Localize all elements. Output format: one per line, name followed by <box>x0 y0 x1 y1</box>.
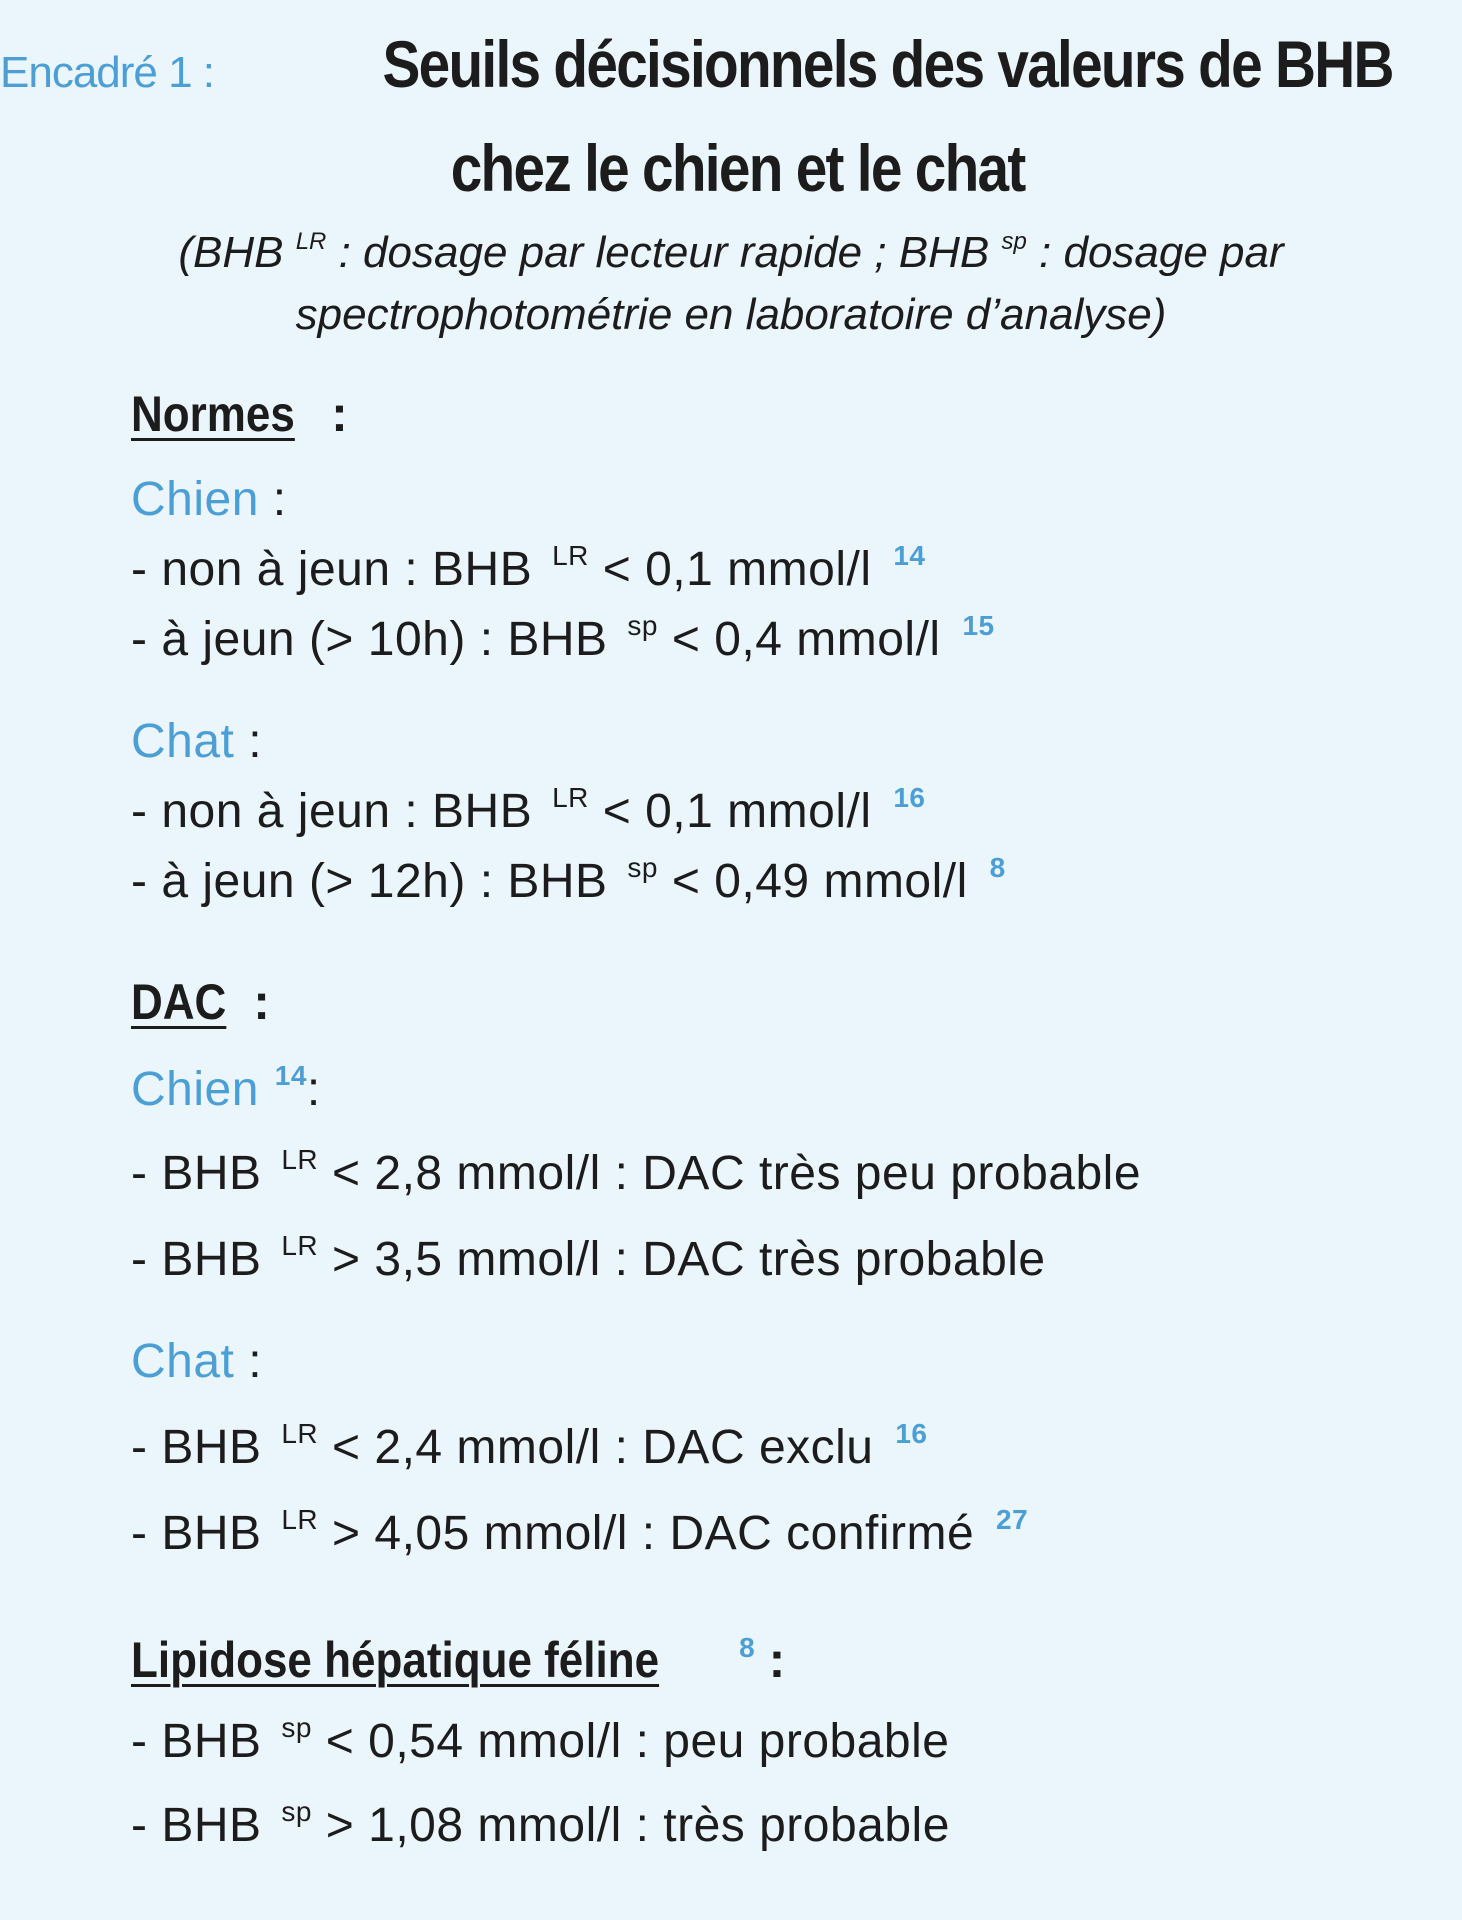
item-text: - BHB <box>131 1147 262 1200</box>
species-name: Chien <box>131 1063 259 1116</box>
species-label-chien <box>131 1060 321 1120</box>
item-sup: sp <box>627 852 658 883</box>
item-text: - BHB <box>131 1421 262 1474</box>
reference-number: 16 <box>893 782 926 813</box>
box-label: Encadré 1 : <box>0 48 215 97</box>
list-item <box>131 1504 1028 1564</box>
subtitle-text: : dosage par lecteur rapide ; BHB <box>338 228 990 277</box>
subtitle-text: (BHB <box>178 228 284 277</box>
species-name: Chien <box>131 473 259 526</box>
item-text: - BHB <box>131 1507 262 1560</box>
item-text: - non à jeun : BHB <box>131 543 533 596</box>
subtitle-sup-lr: LR <box>295 228 327 255</box>
item-text: < 0,1 mmol/l <box>602 543 872 596</box>
item-text: - à jeun (> 12h) : BHB <box>131 855 608 908</box>
reference-number: 16 <box>895 1418 928 1449</box>
subtitle-line-1 <box>0 222 1462 284</box>
species-colon: : <box>306 1063 321 1116</box>
list-item <box>131 610 995 670</box>
item-sup: LR <box>281 1230 319 1261</box>
section-heading-normes <box>131 384 348 444</box>
list-item <box>131 1418 928 1478</box>
item-text: - BHB <box>131 1715 262 1768</box>
item-text: - BHB <box>131 1233 262 1286</box>
item-sup: LR <box>281 1144 319 1175</box>
list-item <box>131 1230 1046 1290</box>
species-label-chat <box>131 712 262 772</box>
list-item <box>131 1144 1141 1204</box>
heading-text: DAC <box>131 974 227 1030</box>
item-text: > 1,08 mmol/l : très probable <box>325 1799 950 1852</box>
item-sup: sp <box>281 1796 312 1827</box>
subtitle <box>0 222 1462 346</box>
item-text: < 2,4 mmol/l : DAC exclu <box>332 1421 874 1474</box>
list-item <box>131 782 925 842</box>
item-text: > 3,5 mmol/l : DAC très probable <box>332 1233 1046 1286</box>
item-text: < 0,4 mmol/l <box>671 613 941 666</box>
species-colon: : <box>248 1335 263 1388</box>
item-sup: sp <box>281 1712 312 1743</box>
item-text: < 0,49 mmol/l <box>671 855 968 908</box>
title-text-line-1: Seuils décisionnels des valeurs de BHB <box>382 27 1394 101</box>
heading-colon: : <box>768 1632 786 1688</box>
species-colon: : <box>248 715 263 768</box>
item-sup: LR <box>552 782 589 813</box>
item-sup: LR <box>281 1418 319 1449</box>
item-sup: LR <box>552 540 589 571</box>
item-text: < 0,54 mmol/l : peu probable <box>325 1715 950 1768</box>
species-name: Chat <box>131 715 235 768</box>
item-text: > 4,05 mmol/l : DAC confirmé <box>332 1507 975 1560</box>
list-item <box>131 852 1006 912</box>
item-text: - BHB <box>131 1799 262 1852</box>
list-item <box>131 540 925 600</box>
heading-colon: : <box>253 974 270 1030</box>
reference-number: 27 <box>996 1504 1029 1535</box>
heading-colon: : <box>331 386 348 442</box>
item-text: - non à jeun : BHB <box>131 785 533 838</box>
heading-text: Lipidose hépatique féline <box>131 1632 660 1688</box>
list-item <box>131 1712 949 1772</box>
subtitle-sup-sp: sp <box>1001 228 1027 255</box>
item-sup: LR <box>281 1504 319 1535</box>
reference-number: 14 <box>274 1060 307 1091</box>
title-line-2 <box>0 125 1462 230</box>
item-sup: sp <box>627 610 658 641</box>
box-title <box>0 22 1462 230</box>
item-text: < 0,1 mmol/l <box>602 785 872 838</box>
item-text: - à jeun (> 10h) : BHB <box>131 613 608 666</box>
title-text-line-2: chez le chien et le chat <box>451 131 1025 205</box>
section-heading-lipidose <box>131 1630 785 1690</box>
species-label-chien <box>131 470 287 530</box>
species-colon: : <box>272 473 287 526</box>
item-text: < 2,8 mmol/l : DAC très peu probable <box>332 1147 1142 1200</box>
reference-number: 14 <box>893 540 926 571</box>
species-label-chat <box>131 1332 262 1392</box>
reference-number: 8 <box>989 852 1006 883</box>
heading-text: Normes <box>131 386 295 442</box>
subtitle-line-2: spectrophotométrie en laboratoire d’analyse) <box>295 290 1167 339</box>
reference-number: 8 <box>739 1632 755 1663</box>
reference-number: 15 <box>962 610 995 641</box>
subtitle-text: : dosage par <box>1039 228 1284 277</box>
section-heading-dac <box>131 972 270 1032</box>
species-name: Chat <box>131 1335 235 1388</box>
list-item <box>131 1796 950 1856</box>
title-line-1 <box>0 22 1462 125</box>
